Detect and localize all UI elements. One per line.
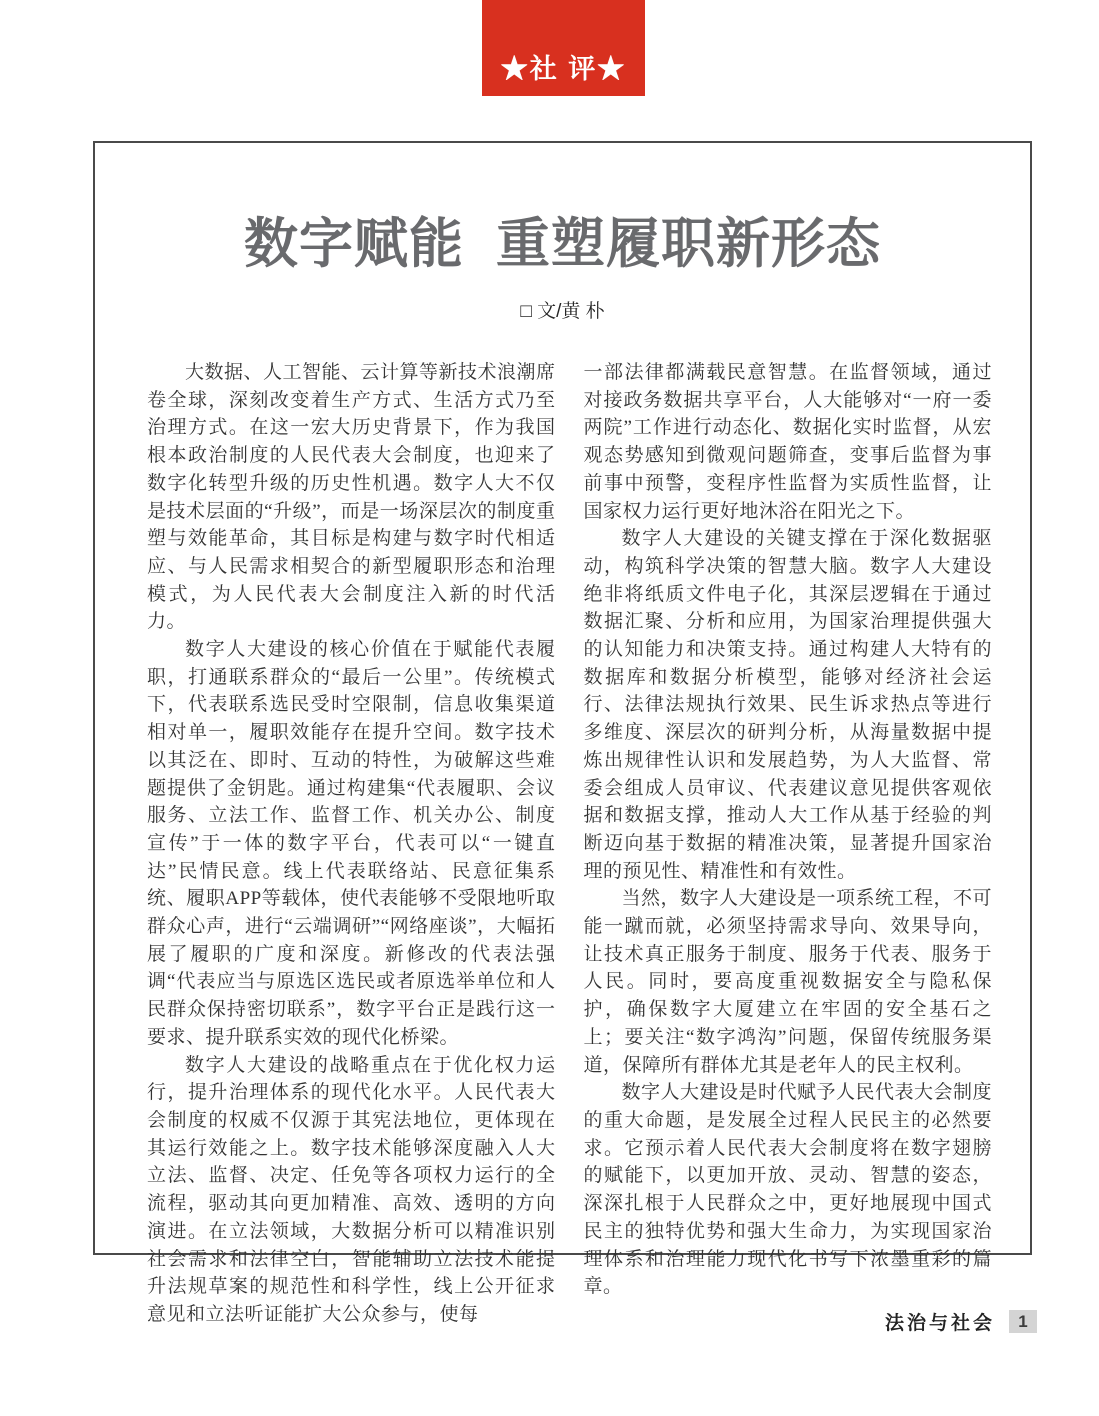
paragraph: 当然，数字人大建设是一项系统工程，不可能一蹴而就，必须坚持需求导向、效果导向，让技术真正服务于制度、服务于代表、服务于人民。同时，要高度重视数据安全与隐私保护，确保数字大厦建立在牢固的安全基石之上；要关注“数字鸿沟”问题，保留传统服务渠道，保障所有群体尤其是老年人的民主权利。 — [583, 888, 993, 1076]
page-number: 1 — [1009, 1310, 1037, 1333]
paragraph: 数字人大建设的核心价值在于赋能代表履职，打通联系群众的“最后一公里”。传统模式下，代表联系选民受时空限制，信息收集渠道相对单一，履职效能存在提升空间。数字技术以其泛在、即时、互动的特性，为破解这些难题提供了金钥匙。通过构建集“代表履职、会议服务、立法工作、监督工作、机关办公、制度宣传”于一体的数字平台，代表可以“一键直达”民情民意。线上代表联络站、民意征集系统、履职APP等载体，使代表能够不受限地听取群众心声，进行“云端调研”“网络座谈”，大幅拓展了履职的广度和深度。新修改的代表法强调“代表应当与原选区选民或者原选举单位和人民群众保持密切联系”，数字平台正是践行这一要求、提升联系实效的现代化桥梁。 — [147, 639, 556, 1048]
column-right — [584, 359, 993, 1329]
article-byline: □ 文/黄 朴 — [520, 301, 605, 322]
article-title: 数字赋能 重塑履职新形态 — [243, 214, 881, 274]
paragraph: 数字人大建设的战略重点在于优化权力运行，提升治理体系的现代化水平。人民代表大会制度的权威不仅源于其宪法地位，更体现在其运行效能之上。数字技术能够深度融入人大立法、监督、决定、任免等各项权力运行的全流程，驱动其向更加精准、高效、透明的方向演进。在立法领域，大数据分析可以精准识别社会需求和法律空白，智能辅助立法技术能提升法规草案的规范性和科学性，线上公开征求意见和立法听证能扩大公众参与，使每 — [147, 1054, 556, 1325]
article-columns — [95, 323, 1030, 1329]
section-badge — [482, 0, 645, 96]
journal-name: 法治与社会 — [884, 1313, 995, 1334]
paragraph: 数字人大建设的关键支撑在于深化数据驱动，构筑科学决策的智慧大脑。数字人大建设绝非将纸质文件电子化，其深层逻辑在于通过数据汇聚、分析和应用，为国家治理提供强大的认知能力和决策支持。通过构建人大特有的数据库和数据分析模型，能够对经济社会运行、法律法规执行效果、民生诉求热点等进行多维度、深层次的研判分析，从海量数据中提炼出规律性认识和发展趋势，为人大监督、常委会组成人员审议、代表建议意见提供客观依据和数据支撑，推动人大工作从基于经验的判断迈向基于数据的精准决策，显著提升国家治理的预见性、精准性和有效性。 — [583, 528, 992, 882]
paragraph-continuation: 一部法律都满载民意智慧。在监督领域，通过对接政务数据共享平台，人大能够对“一府一委两院”工作进行动态化、数据化实时监督，从宏观态势感知到微观问题筛查，变事后监督为事前事中预警，变程序性监督为实质性监督，让国家权力运行更好地沐浴在阳光之下。 — [583, 362, 992, 522]
paragraph: 大数据、人工智能、云计算等新技术浪潮席卷全球，深刻改变着生产方式、生活方式乃至治理方式。在这一宏大历史背景下，作为我国根本政治制度的人民代表大会制度，也迎来了数字化转型升级的历史性机遇。数字人大不仅是技术层面的“升级”，而是一场深层次的制度重塑与效能革命，其目标是构建与数字时代相适应、与人民需求相契合的新型履职形态和治理模式，为人民代表大会制度注入新的时代活力。 — [147, 362, 556, 633]
section-badge-label: ★社 评★ — [500, 54, 627, 84]
paragraph: 数字人大建设是时代赋予人民代表大会制度的重大命题，是发展全过程人民民主的必然要求。它预示着人民代表大会制度将在数字翅膀的赋能下，以更加开放、灵动、智慧的姿态，深深扎根于人民群众之中，更好地展现中国式民主的独特优势和强大生命力，为实现国家治理体系和治理能力现代化书写下浓墨重彩的篇章。 — [583, 1082, 993, 1298]
column-left — [147, 359, 556, 1329]
page-footer — [885, 1308, 1037, 1335]
